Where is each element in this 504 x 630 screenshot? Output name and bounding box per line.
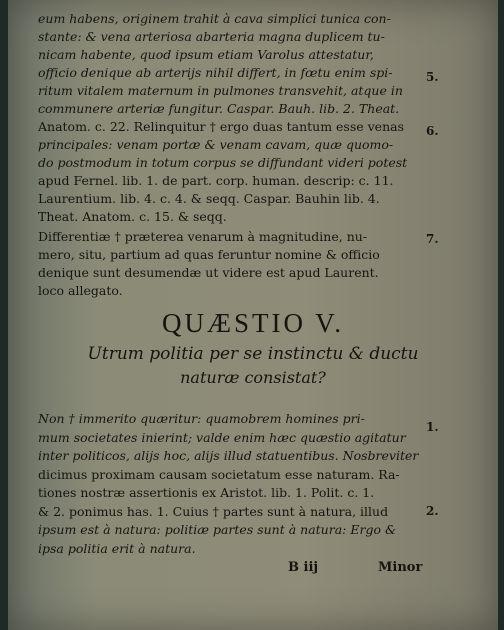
text-line: stante: & vena arteriosa abarteria magna duplicem tu-: [38, 29, 385, 44]
text-line: mero, situ, partium ad quas feruntur nomine & officio: [38, 247, 380, 262]
margin-number: 7.: [426, 232, 439, 246]
text-line: Theat. Anatom. c. 15. & seqq.: [38, 209, 227, 224]
text-line: & 2. ponimus has. 1. Cuius † partes sunt à natura, illud: [38, 503, 389, 519]
text-line: do postmodum in totum corpus se diffundant videri potest: [38, 155, 408, 170]
text-line: eum habens, originem trahit à cava simplici tunica con-: [38, 11, 391, 26]
book-page: [8, 0, 498, 630]
text-line: inter politicos, alijs hoc, alijs illud statuentibus. Nosbreviter: [38, 448, 419, 463]
text-line: loco allegato.: [38, 283, 123, 298]
margin-number: 1.: [426, 420, 439, 434]
text-line: officio denique ab arterijs nihil differt, in fœtu enim spi-: [38, 65, 393, 80]
catchword: Minor: [378, 560, 423, 575]
margin-number: 2.: [426, 504, 439, 518]
question-title-line-1: Utrum politia per se instinctu & ductu: [87, 344, 419, 364]
text-line: nicam habente, quod ipsum etiam Varolus attestatur,: [38, 47, 374, 62]
text-line: mum societates inierint; valde enim hæc quæstio agitatur: [38, 429, 406, 445]
text-line: ipsa politia erit à natura.: [38, 540, 196, 556]
margin-number: 6.: [426, 124, 439, 138]
text-line: Differentiæ † præterea venarum à magnitudine, nu-: [38, 229, 368, 244]
text-line: Non † immerito quæritur: quamobrem homines pri-: [38, 411, 365, 426]
text-line: principales: venam portæ & venam cavam, quæ quomo-: [38, 137, 394, 152]
margin-number: 5.: [426, 70, 439, 84]
page-signature: B iij: [288, 560, 319, 575]
text-line: communere arteriæ fungitur. Caspar. Bauh. lib. 2. Theat.: [38, 101, 400, 116]
question-heading: QUÆSTIO V.: [161, 308, 345, 338]
question-title-line-2: naturæ consistat?: [180, 368, 326, 387]
text-line: denique sunt desumendæ ut videre est apud Laurent.: [38, 265, 379, 280]
text-line: Laurentium. lib. 4. c. 4. & seqq. Caspar. Bauhin lib. 4.: [38, 191, 380, 206]
text-line: tiones nostræ assertionis ex Aristot. lib. 1. Polit. c. 1.: [38, 485, 375, 500]
text-line: Anatom. c. 22. Relinquitur † ergo duas tantum esse venas: [38, 119, 404, 134]
text-line: apud Fernel. lib. 1. de part. corp. human. descrip: c. 11.: [38, 173, 394, 188]
text-line: dicimus proximam causam societatum esse naturam. Ra-: [38, 466, 400, 482]
text-line: ipsum est à natura: politiæ partes sunt à natura: Ergo &: [38, 522, 397, 537]
text-line: ritum vitalem maternum in pulmones transvehit, atque in: [38, 83, 403, 98]
